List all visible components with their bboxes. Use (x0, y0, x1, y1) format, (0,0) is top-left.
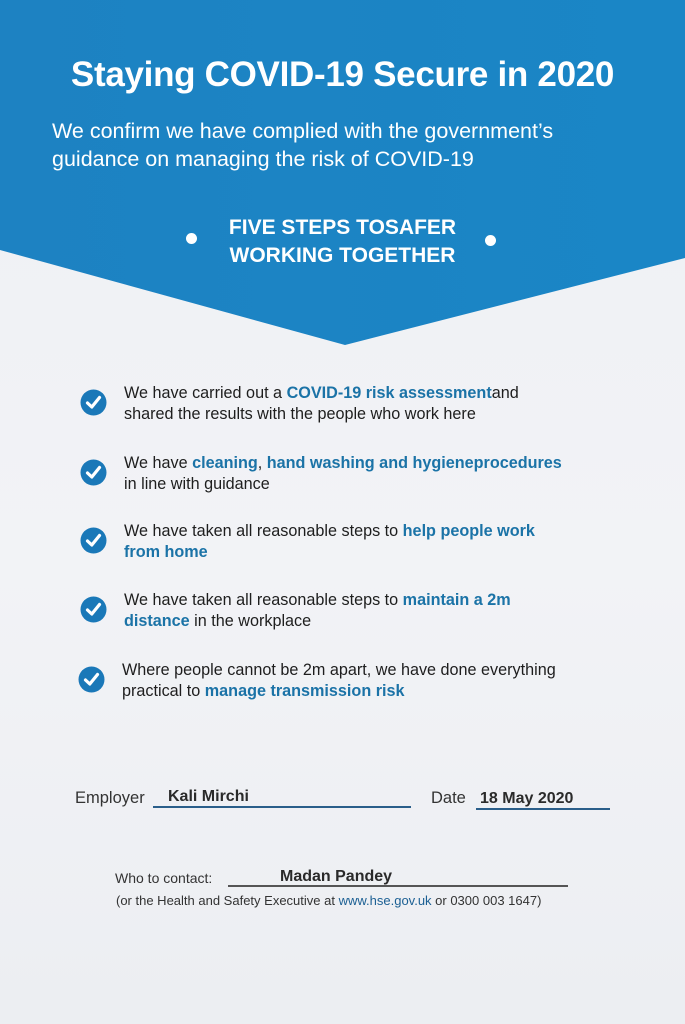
steps-heading (0, 214, 685, 270)
date-underline (476, 808, 610, 810)
subtitle-line-1: We confirm we have complied with the government’s (52, 119, 554, 143)
subtitle-line-2: guidance on managing the risk of COVID-19 (52, 147, 474, 171)
step-text-highlight: maintain a 2m (402, 591, 511, 609)
step-text-highlight: cleaning (192, 454, 258, 472)
step-text-highlight: help people work (402, 522, 535, 540)
contact-note-text: (or the Health and Safety Executive at (116, 893, 339, 908)
step-text-plain: and (491, 384, 519, 402)
step-text-plain: Where people cannot be 2m apart, we have done everything (122, 661, 556, 679)
date-label: Date (431, 789, 466, 807)
step-text-highlight: procedures (473, 454, 562, 472)
check-circle-icon (80, 596, 107, 623)
step-text-plain: We have (124, 454, 193, 472)
step-text-plain: shared the results with the people who work here (124, 405, 476, 423)
step-text-plain: We have taken all reasonable steps to (124, 591, 403, 609)
step-text-plain: in the workplace (189, 612, 312, 630)
step-text (124, 590, 644, 632)
step-text-highlight: hand washing and hygiene (266, 454, 474, 472)
step-text (124, 453, 644, 495)
contact-label: Who to contact: (115, 870, 213, 886)
page-title: Staying COVID-19 Secure in 2020 (70, 55, 615, 94)
step-text-highlight: from home (124, 543, 208, 561)
step-text-highlight: distance (124, 612, 190, 630)
step-text-highlight: COVID-19 risk assessment (286, 384, 492, 402)
contact-note (116, 893, 541, 908)
check-circle-icon (80, 389, 107, 416)
step-text (124, 521, 644, 563)
step-text-plain: , (257, 454, 267, 472)
header-banner (0, 0, 685, 350)
contact-note-phone: or 0300 003 1647) (431, 893, 542, 908)
step-text-plain: We have carried out a (124, 384, 287, 402)
step-text-plain: in line with guidance (124, 475, 270, 493)
step-text-highlight: manage transmission risk (204, 682, 405, 700)
step-text-plain: practical to (122, 682, 205, 700)
step-text (122, 660, 642, 702)
employer-underline (153, 806, 411, 808)
employer-value: Kali Mirchi (168, 788, 249, 805)
subtitle (52, 117, 652, 173)
check-circle-icon (78, 666, 105, 693)
date-value: 18 May 2020 (480, 790, 574, 807)
hse-website-link[interactable]: www.hse.gov.uk (338, 893, 432, 908)
check-circle-icon (80, 527, 107, 554)
step-text-plain: We have taken all reasonable steps to (124, 522, 403, 540)
check-circle-icon (80, 459, 107, 486)
contact-value: Madan Pandey (280, 868, 393, 885)
step-text (124, 383, 644, 425)
contact-underline (228, 885, 568, 887)
employer-label: Employer (75, 789, 145, 807)
steps-heading-line-1: FIVE STEPS TOSAFER (228, 216, 457, 239)
steps-heading-line-2: WORKING TOGETHER (229, 244, 456, 267)
